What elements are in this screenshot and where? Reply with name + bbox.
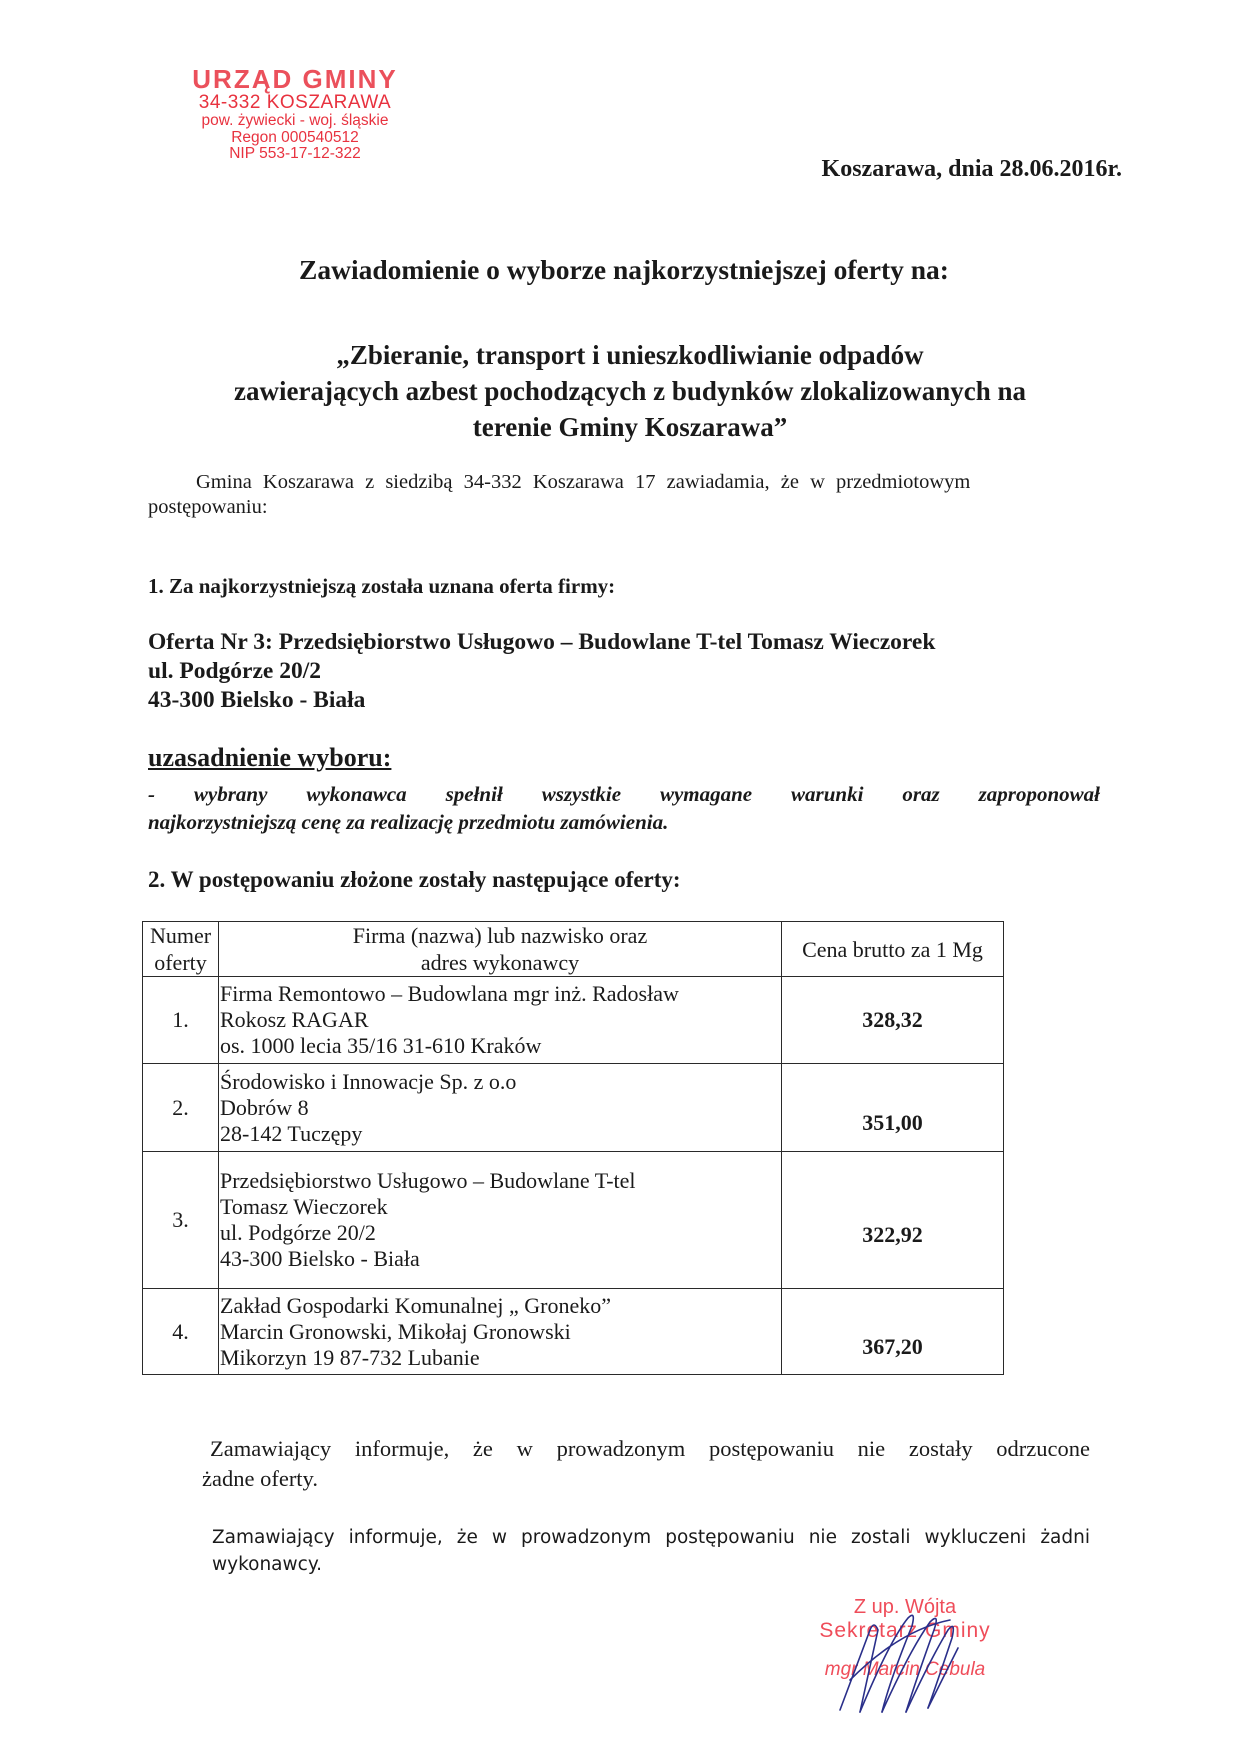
offer-number: 4. xyxy=(143,1289,219,1375)
table-row xyxy=(143,1289,1004,1375)
notice-line: Zamawiający informuje, że w prowadzonym postępowaniu nie zostały odrzucone xyxy=(210,1436,1090,1461)
notice-line: żadne oferty. xyxy=(202,1466,318,1491)
offer-number: 2. xyxy=(143,1064,219,1152)
stamp-postal-address: 34-332 KOSZARAWA xyxy=(198,92,392,114)
table-row xyxy=(143,1064,1004,1152)
winner-name: Oferta Nr 3: Przedsiębiorstwo Usługowo – Budowlane T-tel Tomasz Wieczorek xyxy=(148,629,936,655)
offer-firm: Firma Remontowo – Budowlana mgr inż. Radosław Rokosz RAGAR os. 1000 lecia 35/16 31-610 Kraków xyxy=(219,977,782,1064)
offer-price: 351,00 xyxy=(782,1064,1004,1152)
table-row xyxy=(143,977,1004,1064)
no-exclusions-notice xyxy=(212,1524,1090,1578)
justification-heading: uzasadnienie wyboru: xyxy=(148,743,392,772)
justification-text xyxy=(148,780,1100,836)
header-price: Cena brutto za 1 Mg xyxy=(782,922,1004,977)
winning-offer xyxy=(148,628,935,715)
stamp-region: pow. żywiecki - woj. śląskie xyxy=(201,112,389,130)
section-1-heading: 1. Za najkorzystniejszą została uznana oferta firmy: xyxy=(148,574,616,598)
subject-line: terenie Gminy Koszarawa” xyxy=(472,412,788,442)
justification-line: najkorzystniejszą cenę za realizację przedmiotu zamówienia. xyxy=(148,810,669,834)
intro-paragraph xyxy=(148,470,1100,520)
notice-line: wykonawcy. xyxy=(212,1554,323,1575)
offer-price: 322,92 xyxy=(782,1152,1004,1289)
subject-line: zawierających azbest pochodzących z budynków zlokalizowanych na xyxy=(234,376,1026,406)
table-row xyxy=(143,1152,1004,1289)
offer-price: 328,32 xyxy=(782,977,1004,1064)
stamp-office-name: URZĄD GMINY xyxy=(192,64,398,94)
table-header-row xyxy=(143,922,1004,977)
notice-line: Zamawiający informuje, że w prowadzonym postępowaniu nie zostali wykluczeni żadni xyxy=(212,1527,1090,1548)
stamp-regon: Regon 000540512 xyxy=(231,128,359,146)
no-rejections-notice xyxy=(202,1434,1090,1494)
offer-price: 367,20 xyxy=(782,1289,1004,1375)
tender-subject xyxy=(160,337,1100,445)
offers-table xyxy=(142,921,1004,1375)
office-stamp xyxy=(150,66,440,162)
signature-title: Sekretarz Gminy xyxy=(819,1619,991,1642)
document-date: Koszarawa, dnia 28.06.2016r. xyxy=(821,156,1122,182)
winner-city: 43-300 Bielsko - Biała xyxy=(148,687,366,713)
intro-line: postępowaniu: xyxy=(148,496,268,518)
stamp-nip: NIP 553-17-12-322 xyxy=(229,144,361,162)
subject-line: „Zbieranie, transport i unieszkodliwianie odpadów xyxy=(336,340,924,370)
winner-street: ul. Podgórze 20/2 xyxy=(148,658,321,684)
section-2-heading: 2. W postępowaniu złożone zostały następujące oferty: xyxy=(148,867,681,892)
handwritten-signature-icon xyxy=(830,1600,980,1720)
signature-authority: Z up. Wójta xyxy=(853,1596,957,1618)
document-title: Zawiadomienie o wyborze najkorzystniejszej oferty na: xyxy=(299,254,949,285)
offer-firm: Przedsiębiorstwo Usługowo – Budowlane T-tel Tomasz Wieczorek ul. Podgórze 20/2 43-300 Bielsko - Biała xyxy=(219,1152,782,1289)
header-firm: Firma (nazwa) lub nazwisko oraz adres wykonawcy xyxy=(219,922,782,977)
offer-firm: Środowisko i Innowacje Sp. z o.o Dobrów 8 28-142 Tuczępy xyxy=(219,1064,782,1152)
header-number: Numer oferty xyxy=(143,922,219,977)
offer-number: 3. xyxy=(143,1152,219,1289)
justification-line: - wybrany wykonawca spełnił wszystkie wymagane warunki oraz zaproponował xyxy=(148,782,1100,806)
intro-line: Gmina Koszarawa z siedzibą 34-332 Koszarawa 17 zawiadamia, że w przedmiotowym xyxy=(196,471,971,493)
offer-number: 1. xyxy=(143,977,219,1064)
offer-firm: Zakład Gospodarki Komunalnej „ Groneko” Marcin Gronowski, Mikołaj Gronowski Mikorzyn 19 87-732 Lubanie xyxy=(219,1289,782,1375)
signature-name: mgr Marcin Cebula xyxy=(824,1659,986,1681)
